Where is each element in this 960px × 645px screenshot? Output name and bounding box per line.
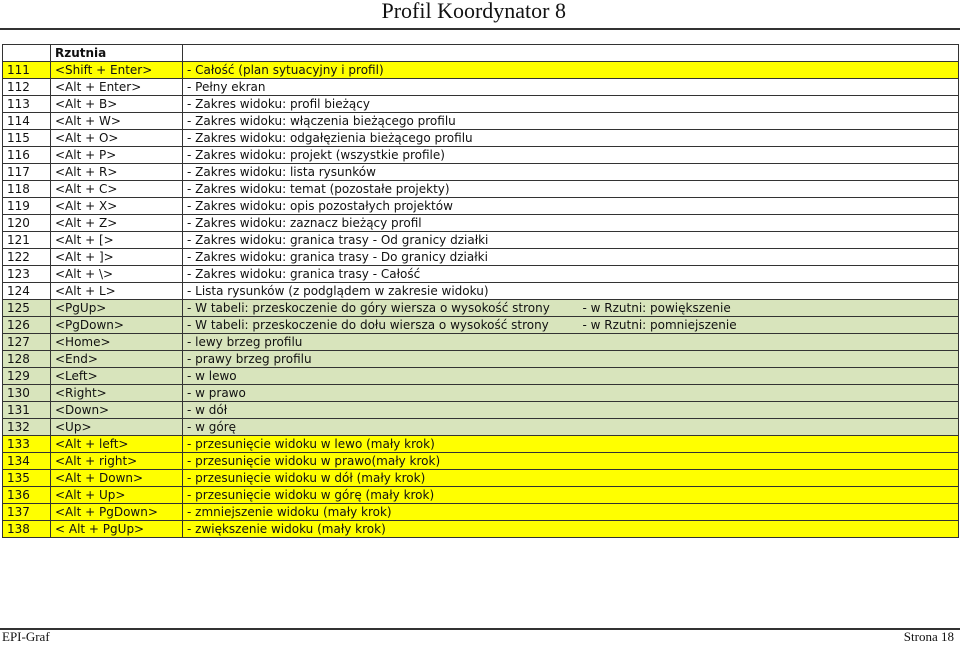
shortcut-keys: <Alt + W> (51, 113, 183, 130)
shortcut-keys: <Down> (51, 402, 183, 419)
shortcut-extra (579, 232, 959, 249)
shortcut-keys: <Alt + PgDown> (51, 504, 183, 521)
shortcut-number: 126 (3, 317, 51, 334)
shortcut-extra (579, 334, 959, 351)
shortcut-keys: <Alt + ]> (51, 249, 183, 266)
shortcut-extra (579, 164, 959, 181)
shortcut-keys: <Alt + P> (51, 147, 183, 164)
shortcut-extra (579, 487, 959, 504)
shortcut-keys: <Alt + Up> (51, 487, 183, 504)
table-row (3, 96, 959, 113)
shortcut-extra (579, 181, 959, 198)
shortcut-description: - przesunięcie widoku w górę (mały krok) (183, 487, 579, 504)
shortcut-number: 120 (3, 215, 51, 232)
shortcut-number: 123 (3, 266, 51, 283)
table-row (3, 385, 959, 402)
shortcut-number: 115 (3, 130, 51, 147)
table-row (3, 300, 959, 317)
table-row (3, 521, 959, 538)
shortcut-extra (579, 266, 959, 283)
shortcut-number: 121 (3, 232, 51, 249)
shortcut-number: 128 (3, 351, 51, 368)
shortcut-keys: <Alt + Z> (51, 215, 183, 232)
shortcut-extra (579, 419, 959, 436)
shortcut-number: 136 (3, 487, 51, 504)
shortcut-keys: <Left> (51, 368, 183, 385)
shortcut-extra (579, 283, 959, 300)
shortcut-description: - Lista rysunków (z podglądem w zakresie widoku) (183, 283, 579, 300)
shortcut-number: 132 (3, 419, 51, 436)
shortcut-extra (579, 147, 959, 164)
shortcut-extra (579, 470, 959, 487)
shortcut-number: 122 (3, 249, 51, 266)
shortcut-keys: <Right> (51, 385, 183, 402)
shortcut-keys: <Shift + Enter> (51, 62, 183, 79)
table-row (3, 79, 959, 96)
table-row (3, 470, 959, 487)
shortcut-description: - w dół (183, 402, 579, 419)
table-row (3, 436, 959, 453)
section-heading: Rzutnia (51, 45, 183, 62)
shortcut-number: 133 (3, 436, 51, 453)
table-row (3, 62, 959, 79)
shortcut-number: 131 (3, 402, 51, 419)
table-row (3, 249, 959, 266)
table-row (3, 147, 959, 164)
shortcut-keys: <Alt + O> (51, 130, 183, 147)
shortcut-number: 135 (3, 470, 51, 487)
shortcut-description: - Zakres widoku: lista rysunków (183, 164, 579, 181)
table-row (3, 113, 959, 130)
shortcut-extra (579, 113, 959, 130)
shortcut-number: 118 (3, 181, 51, 198)
shortcut-extra (579, 130, 959, 147)
shortcut-extra (579, 215, 959, 232)
shortcut-description: - Zakres widoku: granica trasy - Całość (183, 266, 579, 283)
table-row (3, 181, 959, 198)
shortcut-extra (579, 249, 959, 266)
shortcut-extra (579, 79, 959, 96)
shortcut-description: - Całość (plan sytuacyjny i profil) (183, 62, 579, 79)
shortcut-number: 134 (3, 453, 51, 470)
shortcuts-table (2, 44, 959, 538)
table-row (3, 368, 959, 385)
shortcut-extra: - w Rzutni: powiększenie (579, 300, 959, 317)
shortcut-number: 138 (3, 521, 51, 538)
shortcut-number: 113 (3, 96, 51, 113)
section-heading-no-cell (3, 45, 51, 62)
shortcut-keys: <End> (51, 351, 183, 368)
shortcut-description: - W tabeli: przeskoczenie do dołu wiersza o wysokość strony (183, 317, 579, 334)
shortcut-keys: <Alt + \> (51, 266, 183, 283)
shortcut-description: - W tabeli: przeskoczenie do góry wiersza o wysokość strony (183, 300, 579, 317)
shortcut-extra (579, 453, 959, 470)
shortcut-number: 116 (3, 147, 51, 164)
shortcut-keys: <Alt + R> (51, 164, 183, 181)
shortcut-number: 137 (3, 504, 51, 521)
shortcut-description: - Zakres widoku: temat (pozostałe projekty) (183, 181, 579, 198)
shortcut-description: - zmniejszenie widoku (mały krok) (183, 504, 579, 521)
shortcut-number: 130 (3, 385, 51, 402)
shortcut-keys: <Alt + Enter> (51, 79, 183, 96)
table-row (3, 317, 959, 334)
shortcut-number: 127 (3, 334, 51, 351)
shortcut-description: - Zakres widoku: zaznacz bieżący profil (183, 215, 579, 232)
shortcut-keys: <Home> (51, 334, 183, 351)
shortcut-number: 117 (3, 164, 51, 181)
section-heading-row (3, 45, 959, 62)
shortcut-extra (579, 96, 959, 113)
shortcut-number: 114 (3, 113, 51, 130)
table-row (3, 164, 959, 181)
table-row (3, 453, 959, 470)
table-row (3, 487, 959, 504)
shortcut-extra (579, 198, 959, 215)
shortcut-keys: <Alt + C> (51, 181, 183, 198)
shortcut-number: 111 (3, 62, 51, 79)
shortcut-description: - w górę (183, 419, 579, 436)
shortcut-description: - przesunięcie widoku w lewo (mały krok) (183, 436, 579, 453)
shortcut-extra: - w Rzutni: pomniejszenie (579, 317, 959, 334)
shortcut-description: - Zakres widoku: włączenia bieżącego profilu (183, 113, 579, 130)
shortcut-keys: <Alt + B> (51, 96, 183, 113)
section-heading-desc-cell (183, 45, 579, 62)
table-row (3, 215, 959, 232)
footer-divider (0, 628, 960, 630)
shortcut-description: - Zakres widoku: granica trasy - Od granicy działki (183, 232, 579, 249)
table-row (3, 198, 959, 215)
footer-brand: EPI-Graf (2, 629, 50, 644)
shortcut-extra (579, 504, 959, 521)
shortcut-keys: <Alt + right> (51, 453, 183, 470)
shortcut-description: - Pełny ekran (183, 79, 579, 96)
shortcut-keys: <Alt + left> (51, 436, 183, 453)
shortcut-number: 119 (3, 198, 51, 215)
shortcut-keys: <Alt + Down> (51, 470, 183, 487)
table-row (3, 283, 959, 300)
table-row (3, 130, 959, 147)
table-row (3, 266, 959, 283)
shortcut-description: - prawy brzeg profilu (183, 351, 579, 368)
shortcut-description: - Zakres widoku: opis pozostałych projektów (183, 198, 579, 215)
shortcut-number: 129 (3, 368, 51, 385)
shortcut-description: - Zakres widoku: odgałęzienia bieżącego profilu (183, 130, 579, 147)
shortcut-keys: <PgUp> (51, 300, 183, 317)
shortcut-number: 125 (3, 300, 51, 317)
shortcut-extra (579, 402, 959, 419)
table-row (3, 419, 959, 436)
table-row (3, 351, 959, 368)
shortcut-extra (579, 368, 959, 385)
shortcut-keys: <Alt + X> (51, 198, 183, 215)
shortcut-extra (579, 385, 959, 402)
shortcut-description: - Zakres widoku: projekt (wszystkie profile) (183, 147, 579, 164)
page-number: Strona 18 (903, 629, 954, 644)
shortcut-extra (579, 436, 959, 453)
header-divider (0, 28, 960, 30)
shortcut-description: - przesunięcie widoku w prawo(mały krok) (183, 453, 579, 470)
shortcut-number: 124 (3, 283, 51, 300)
table-row (3, 232, 959, 249)
shortcut-keys: <Up> (51, 419, 183, 436)
shortcut-description: - Zakres widoku: profil bieżący (183, 96, 579, 113)
shortcut-number: 112 (3, 79, 51, 96)
shortcut-description: - w lewo (183, 368, 579, 385)
shortcut-extra (579, 521, 959, 538)
table-row (3, 504, 959, 521)
shortcut-extra (579, 351, 959, 368)
shortcut-keys: < Alt + PgUp> (51, 521, 183, 538)
shortcut-keys: <Alt + L> (51, 283, 183, 300)
shortcut-description: - przesunięcie widoku w dół (mały krok) (183, 470, 579, 487)
shortcut-extra (579, 62, 959, 79)
shortcut-keys: <PgDown> (51, 317, 183, 334)
table-row (3, 334, 959, 351)
page-title: Profil Koordynator 8 (381, 0, 566, 23)
shortcut-description: - lewy brzeg profilu (183, 334, 579, 351)
shortcut-description: - Zakres widoku: granica trasy - Do granicy działki (183, 249, 579, 266)
shortcut-description: - zwiększenie widoku (mały krok) (183, 521, 579, 538)
section-heading-extra-cell (579, 45, 959, 62)
shortcuts-table-body (3, 45, 959, 538)
shortcut-keys: <Alt + [> (51, 232, 183, 249)
shortcut-description: - w prawo (183, 385, 579, 402)
table-row (3, 402, 959, 419)
